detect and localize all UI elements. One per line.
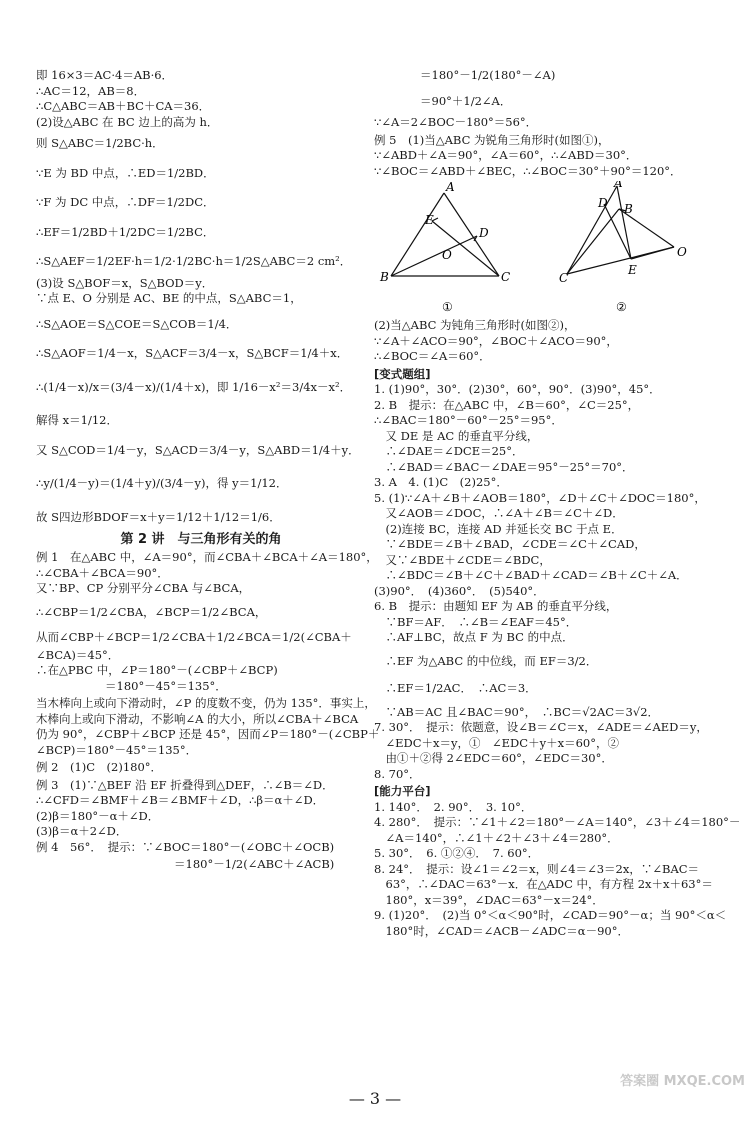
text-line: ∴∠BAD＝∠BAC－∠DAE＝95°－25°＝70°． [374,459,634,474]
watermark: 答案圈 MXQE.COM [620,1074,745,1089]
page-number: — 3 — [348,1089,402,1108]
text-line: ∵BF＝AF． ∴∠B＝∠EAF＝45°． [374,614,578,629]
text-line: 木棒向上或向下滑动，不影响∠A 的大小，所以∠CBA＋∠BCA [36,711,359,726]
text-line: ∵∠ABD＋∠A＝90°，∠A＝60°，∴∠ABD＝30°． [374,148,638,162]
text-line: ∴∠BDC＝∠B＋∠C＋∠BAD＋∠CAD＝∠B＋∠C＋∠A． [374,568,688,582]
text-line: ∴在△PBC 中，∠P＝180°－(∠CBP＋∠BCP) [36,663,278,677]
text-line: ∵∠A＝2∠BOC－180°＝56°． [374,115,538,129]
text-line: 从而∠CBP＋∠BCP＝1/2∠CBA＋1/2∠BCA＝1/2(∠CBA＋ [36,630,352,644]
section-label: [能力平台] [374,784,431,798]
fig2-segment [631,247,674,259]
fig2-segment [567,186,617,274]
text-line: ∴∠DAE＝∠DCE＝25°． [374,444,524,458]
text-line: 4. 280°． 提示：∵∠1＋∠2＝180°－∠A＝140°，∠3＋∠4＝180°－ [374,815,741,829]
text-line: 5. (1)∵∠A＋∠B＋∠AOB＝180°，∠D＋∠C＋∠DOC＝180°， [374,490,706,505]
text-line: 8. 70°． [374,766,421,781]
text-line: 2. B 提示：在△ABC 中，∠B＝60°，∠C＝25°， [374,397,640,412]
text-line: ∴EF＝1/2AC． ∴AC＝3． [374,681,537,695]
text-line: ∵∠BOC＝∠ABD＋∠BEC，∴∠BOC＝30°＋90°＝120°． [374,163,682,178]
text-line: ∴∠BOC＝∠A＝60°． [374,349,491,363]
geometry-figures [374,181,714,316]
fig1-point-label: A [446,181,455,194]
text-line: 又∠AOB＝∠DOC，∴∠A＋∠B＝∠C＋∠D． [374,506,624,520]
fig2-point-label: B [624,202,633,216]
fig1-point-label: O [442,248,452,262]
text-line: (3)90°． (4)360°． (5)540°． [374,583,545,598]
text-line: ∠BCP)＝180°－45°＝135°． [36,742,198,757]
text-line: 故 S四边形BDOF＝x＋y＝1/12＋1/12＝1/6． [36,509,281,524]
text-line: 7. 30°． 提示：依题意，设∠B＝∠C＝x，∠ADE＝∠AED＝y， [374,720,708,734]
text-line: 又 DE 是 AC 的垂直平分线， [374,428,539,443]
figures-svg [374,181,704,316]
text-line: ∴S△AEF＝1/2EF·h＝1/2·1/2BC·h＝1/2S△ABC＝2 cm²． [36,254,352,268]
text-line: ∴EF＝1/2BD＋1/2DC＝1/2BC． [36,224,215,239]
fig1-point-label: C [501,270,511,284]
fig1-point-label: B [380,270,389,284]
fig1-point-label: E [425,213,434,227]
text-line: 1. (1)90°，30°．(2)30°，60°，90°．(3)90°，45°． [374,382,661,396]
fig2-point-label: E [628,263,637,277]
text-line: 例 1 在△ABC 中，∠A＝90°，而∠CBA＋∠BCA＋∠A＝180°， [36,550,378,564]
text-line: ∴y/(1/4－y)＝(1/4＋y)/(3/4－y)，得 y＝1/12． [36,476,288,490]
text-line: 1. 140°． 2. 90°． 3. 10°． [374,799,533,814]
text-line: ∴AC＝12，AB＝8． [36,83,146,98]
text-line: 例 5 (1)当△ABC 为锐角三角形时(如图①)， [374,132,610,147]
text-line: ∵E 为 BD 中点，∴ED＝1/2BD． [36,165,215,180]
text-line: ∴AF⊥BC，故点 F 为 BC 的中点． [374,630,574,644]
text-line: ∵AB＝AC 且∠BAC＝90°， ∴BC＝√2AC＝3√2． [374,704,660,719]
fig2-segment [617,186,631,259]
fig2-point-label: O [677,245,687,259]
text-line: 仍为 90°，∠CBP＋∠BCP 还是 45°，因而∠P＝180°－(∠CBP＋ [36,727,380,741]
text-line: ∴C△ABC＝AB＋BC＋CA＝36． [36,99,211,113]
fig2-caption: ② [616,300,627,314]
text-line: ∴S△AOF＝1/4－x，S△ACF＝3/4－x，S△BCF＝1/4＋x． [36,346,349,360]
text-line: (2)当△ABC 为钝角三角形时(如图②)， [374,318,576,332]
text-line: ∵点 E、O 分别是 AC、BE 的中点，S△ABC＝1， [36,291,302,305]
text-line: 解得 x＝1/12． [36,413,118,427]
text-line: 又∵∠BDE＋∠CDE＝∠BDC， [374,552,551,567]
text-line: ∴∠BAC＝180°－60°－25°＝95°． [374,413,563,427]
text-line: 180°，x＝39°，∠DAC＝63°－x＝24°． [374,892,604,907]
text-line: (3)β＝α＋2∠D． [36,824,128,838]
text-line: ∴EF 为△ABC 的中位线，而 EF＝3/2． [374,653,598,668]
text-line: ∠EDC＋x＝y，① ∠EDC＋y＋x＝60°，② [374,735,619,750]
text-line: 3. A 4. (1)C (2)25°． [374,475,508,489]
text-line: 当木棒向上或向下滑动时，∠P 的度数不变，仍为 135°．事实上， [36,696,376,710]
lecture-heading: 第 2 讲 与三角形有关的角 [120,532,282,547]
left-column [36,68,380,871]
text-line: 例 2 (1)C (2)180°． [36,760,163,774]
text-line: (2)连接 BC，连接 AD 并延长交 BC 于点 E． [374,521,623,536]
text-line: ∴S△AOE＝S△COE＝S△COB＝1/4． [36,316,238,331]
text-line: ∵F 为 DC 中点，∴DF＝1/2DC． [36,195,215,209]
text-line: 又 S△COD＝1/4－y，S△ACD＝3/4－y，S△ABD＝1/4＋y． [36,442,360,457]
text-line: 5. 30°． 6. ①②④． 7. 60°． [374,846,540,860]
text-line: 则 S△ABC＝1/2BC·h． [36,136,164,150]
text-line: ＝180°－1/2(∠ABC＋∠ACB) [36,857,335,871]
text-line: ＝90°＋1/2∠A． [374,93,512,108]
text-line: ∠A＝140°，∴∠1＋∠2＋∠3＋∠4＝280°． [374,830,619,845]
right-column [374,68,741,938]
text-line: 180°时，∠CAD＝∠ACB－∠ADC＝α－90°． [374,923,629,938]
text-line: 63°，∴∠DAC＝63°－x．在△ADC 中，有方程 2x＋x＋63°＝ [374,877,713,891]
text-line: 例 3 (1)∵△BEF 沿 EF 折叠得到△DEF，∴∠B＝∠D． [36,777,334,792]
text-line: 8. 24°． 提示：设∠1＝∠2＝x，则∠4＝∠3＝2x，∵∠BAC＝ [374,861,700,876]
text-line: 6. B 提示：由题知 EF 为 AB 的垂直平分线， [374,599,618,613]
section-label: [变式题组] [374,366,431,381]
text-line: 即 16×3＝AC·4＝AB·6． [36,68,174,82]
text-line: ∴∠CFD＝∠BMF＋∠B＝∠BMF＋∠D，∴β＝α＋∠D． [36,793,325,807]
text-line: ∵∠A＋∠ACO＝90°，∠BOC＋∠ACO＝90°， [374,333,618,348]
fig1-caption: ① [442,300,453,314]
text-line: 例 4 56°． 提示：∵∠BOC＝180°－(∠OBC＋∠OCB) [36,839,335,854]
text-line: ∴∠CBA＋∠BCA＝90°． [36,565,169,580]
text-line: ∴(1/4－x)/x＝(3/4－x)/(1/4＋x)，即 1/16－x²＝3/4x－x²． [36,379,352,394]
text-line: ∵∠BDE＝∠B＋∠BAD，∠CDE＝∠C＋∠CAD， [374,537,646,551]
text-line: ∠BCA)＝45°． [36,647,120,662]
text-line: 9. (1)20°． (2)当 0°＜α＜90°时，∠CAD＝90°－α；当 90°＜α＜ [374,908,727,922]
text-line: ∴∠CBP＝1/2∠CBA，∠BCP＝1/2∠BCA， [36,604,267,619]
text-line: ＝180°－1/2(180°－∠A) [374,68,556,82]
fig2-point-label: D [598,196,608,210]
text-line: 又∵BP、CP 分别平分∠CBA 与∠BCA， [36,581,251,595]
fig1-point-label: D [479,226,489,240]
text-line: ＝180°－45°＝135°． [36,678,227,693]
fig2-point-label: C [559,271,569,285]
text-line: (2)设△ABC 在 BC 边上的高为 h． [36,114,219,129]
text-line: 由①＋②得 2∠EDC＝60°，∠EDC＝30°． [374,751,613,765]
text-line: (3)设 S△BOF＝x，S△BOD＝y． [36,275,214,290]
text-line: (2)β＝180°－α＋∠D． [36,808,160,823]
fig2-point-label: A [614,181,623,190]
fig1-segment [444,193,499,276]
